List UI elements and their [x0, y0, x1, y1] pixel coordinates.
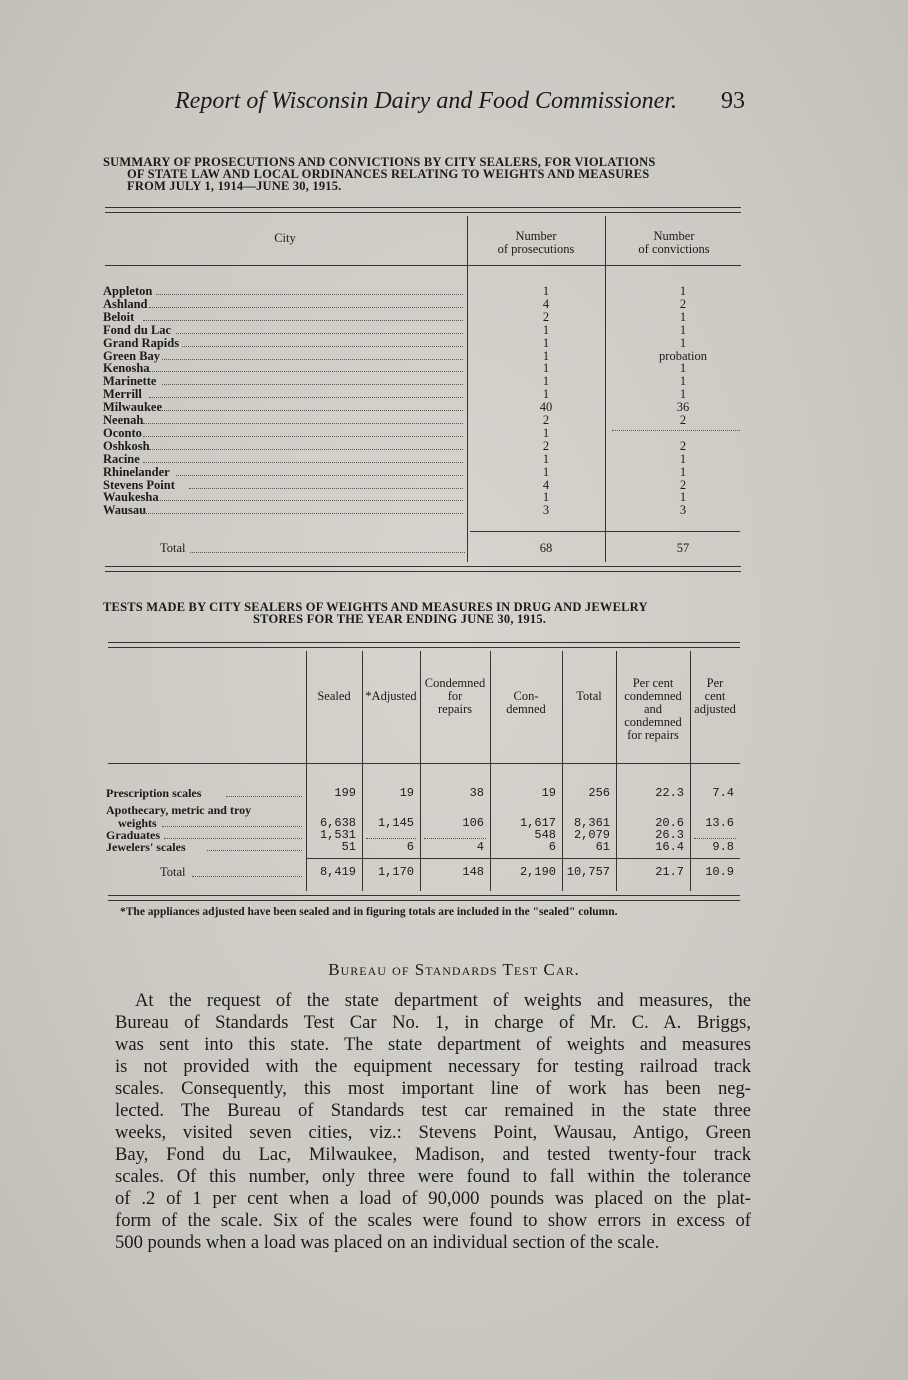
leader-dots	[164, 838, 302, 839]
convictions-count: probation	[659, 348, 707, 363]
section-paragraph	[115, 990, 751, 1254]
paragraph-line: scales. Of this number, only three were found to fall within the tolerance	[115, 1166, 751, 1187]
column-header	[306, 690, 362, 703]
leader-dots	[226, 796, 302, 797]
leader-dots	[143, 462, 463, 463]
city-name: Milwaukee	[103, 400, 163, 415]
cell-value: 19	[399, 786, 414, 800]
cell-value: 6	[406, 840, 414, 854]
leader-dots	[366, 838, 416, 839]
header-text: Condemned	[424, 676, 486, 690]
header-title: Report of Wisconsin Dairy and Food Commissioner.	[175, 88, 677, 114]
city-name: Green Bay	[103, 348, 161, 363]
leader-dots	[176, 333, 463, 334]
leader-dots	[162, 384, 463, 385]
city-name: Merrill	[103, 387, 142, 402]
total-rule	[306, 858, 740, 859]
table1-title-line: OF STATE LAW AND LOCAL ORDINANCES RELATING TO WEIGHTS AND MEASURES	[127, 167, 650, 181]
header-text: Per cent	[632, 676, 674, 690]
cell-value: 6,638	[319, 816, 356, 830]
table-rule	[108, 900, 740, 901]
leader-dots	[156, 500, 463, 501]
table1-title	[103, 156, 743, 192]
header-text: *Adjusted	[365, 689, 417, 703]
total-label: Total	[160, 541, 186, 555]
paragraph-line: form of the scale. Six of the scales were found to show errors in excess of	[115, 1210, 751, 1231]
cell-value: 51	[341, 840, 356, 854]
header-text: for	[447, 689, 463, 703]
city-name: Marinette	[103, 374, 157, 389]
column-divider	[362, 651, 363, 891]
convictions-count: 1	[679, 284, 687, 298]
convictions-count: 1	[679, 464, 687, 479]
cell-value: 548	[534, 828, 556, 842]
leader-dots	[143, 436, 463, 437]
paragraph-line: is not provided with the equipment necessary for testing railroad track	[115, 1056, 751, 1077]
convictions-count: 1	[679, 322, 687, 337]
prosecutions-count: 1	[542, 335, 550, 350]
paragraph-line: Bay, Fond du Lac, Milwaukee, Madison, and tested twenty-four track	[115, 1144, 751, 1165]
table-rule	[105, 566, 741, 567]
leader-dots	[694, 838, 736, 839]
leader-dots	[192, 876, 302, 877]
convictions-count: 1	[679, 451, 687, 466]
table1-title-line: FROM JULY 1, 1914—JUNE 30, 1915.	[127, 179, 342, 193]
paragraph-line: Bureau of Standards Test Car No. 1, in charge of Mr. C. A. Briggs,	[115, 1012, 751, 1033]
cell-value: 26.3	[655, 828, 684, 842]
table2-footnote: *The appliances adjusted have been sealed and in figuring totals are included in the "sealed" column.	[120, 906, 618, 918]
column-header	[690, 677, 740, 716]
cell-value: 19	[541, 786, 556, 800]
city-name: Ashland	[103, 296, 148, 311]
table2-title	[103, 601, 743, 625]
section-title: Bureau of Standards Test Car.	[328, 960, 580, 979]
prosecutions-count: 2	[542, 413, 550, 427]
row-label: Graduates	[106, 828, 160, 842]
cell-value: 38	[469, 786, 484, 800]
prosecutions-count: 1	[542, 451, 550, 466]
prosecutions-count: 40	[539, 400, 553, 415]
cell-value: 2,079	[573, 828, 610, 842]
leader-dots	[143, 423, 463, 424]
leader-dots	[162, 826, 302, 827]
header-text: condemned	[624, 715, 682, 729]
column-divider	[306, 651, 307, 891]
header-city: City	[274, 231, 296, 245]
header-text: and	[643, 702, 663, 716]
column-divider	[467, 216, 468, 562]
column-divider	[490, 651, 491, 891]
convictions-count: 1	[679, 335, 687, 350]
total-convictions: 57	[676, 541, 690, 555]
city-name: Waukesha	[103, 490, 159, 505]
leader-dots	[143, 320, 463, 321]
header-prosecutions	[470, 230, 602, 256]
cell-value: 199	[334, 786, 356, 800]
header-text: demned	[506, 702, 546, 716]
prosecutions-count: 3	[542, 503, 550, 518]
paragraph-line: scales. Consequently, this most important line of work has been neg-	[115, 1078, 751, 1099]
cell-value: 4	[476, 840, 484, 854]
column-header	[362, 690, 420, 703]
header-text: cent	[704, 689, 726, 703]
total-prosecutions: 68	[539, 541, 553, 555]
convictions-count: 1	[679, 309, 687, 324]
column-divider	[605, 216, 606, 562]
city-name: Neenah	[103, 413, 144, 427]
column-header	[562, 690, 616, 703]
prosecutions-count: 1	[542, 361, 550, 376]
prosecutions-count: 4	[542, 477, 550, 492]
cell-value: 256	[588, 786, 610, 800]
paragraph-line: of .2 of 1 per cent when a load of 90,000 pounds was placed on the plat-	[115, 1188, 751, 1209]
paragraph-line: At the request of the state department of weights and measures, the	[135, 990, 751, 1011]
header-text: Sealed	[317, 689, 351, 703]
column-divider	[562, 651, 563, 891]
header-text: repairs	[437, 702, 472, 716]
table-rule	[108, 647, 740, 648]
cell-value: 22.3	[655, 786, 684, 800]
table-rule	[105, 212, 741, 213]
cell-value: 6	[548, 840, 556, 854]
column-header	[420, 677, 490, 716]
total-label: Total	[160, 865, 186, 879]
header-text: Number	[515, 229, 557, 243]
city-name: Oshkosh	[103, 438, 150, 453]
cell-value: 1,531	[319, 828, 356, 842]
prosecutions-count: 1	[542, 374, 550, 389]
total-value: 8,419	[319, 865, 356, 879]
total-value: 10,757	[566, 865, 610, 879]
convictions-count: 3	[679, 503, 687, 518]
leader-dots	[189, 488, 463, 489]
table-rule	[108, 895, 740, 896]
prosecutions-count: 1	[542, 387, 550, 402]
total-value: 10.9	[705, 865, 734, 879]
total-value: 21.7	[655, 865, 684, 879]
convictions-count: 1	[679, 490, 687, 505]
header-text: Con-	[513, 689, 539, 703]
cell-value: 1,617	[519, 816, 556, 830]
leader-dots	[176, 475, 463, 476]
row-label: Prescription scales	[106, 786, 202, 800]
header-text: condemned	[624, 689, 682, 703]
cell-value: 1,145	[377, 816, 414, 830]
prosecutions-count: 1	[542, 348, 550, 363]
city-name: Oconto	[103, 425, 142, 440]
column-header	[616, 677, 690, 742]
convictions-count: 2	[679, 477, 687, 492]
total-value: 2,190	[519, 865, 556, 879]
cell-value: 8,361	[573, 816, 610, 830]
leader-dots	[612, 430, 740, 431]
header-text: of convictions	[638, 242, 710, 256]
paragraph-line: was sent into this state. The state department of weights and measures	[115, 1034, 751, 1055]
total-value: 148	[462, 865, 484, 879]
row-label: Apothecary, metric and troy	[106, 803, 252, 817]
table2-title-line: STORES FOR THE YEAR ENDING JUNE 30, 1915.	[253, 612, 547, 626]
convictions-count: 36	[676, 400, 690, 415]
paragraph-line: lected. The Bureau of Standards test car remained in the state three	[115, 1100, 751, 1121]
city-name: Fond du Lac	[103, 322, 172, 337]
convictions-count: 1	[679, 374, 687, 389]
table1-title-line: SUMMARY OF PROSECUTIONS AND CONVICTIONS BY CITY SEALERS, FOR VIOLATIONS	[103, 155, 656, 169]
prosecutions-count: 4	[542, 296, 550, 311]
header-text: for repairs	[627, 728, 679, 742]
city-name: Rhinelander	[103, 464, 170, 479]
prosecutions-count: 1	[542, 490, 550, 505]
total-value: 1,170	[377, 865, 414, 879]
header-rule	[105, 265, 741, 266]
leader-dots	[162, 359, 463, 360]
convictions-count: 2	[679, 413, 687, 427]
table-rule	[105, 571, 741, 572]
page-number: 93	[721, 88, 745, 114]
header-text: adjusted	[694, 702, 736, 716]
city-name: Stevens Point	[103, 477, 175, 492]
paragraph-line: weeks, visited seven cities, viz.: Stevens Point, Wausau, Antigo, Green	[115, 1122, 751, 1143]
total-rule	[470, 531, 740, 532]
convictions-count: 1	[679, 387, 687, 402]
paragraph-line: 500 pounds when a load was placed on an individual section of the scale.	[115, 1232, 660, 1253]
running-header	[175, 88, 745, 115]
row-label: weights	[118, 816, 157, 830]
header-text: Per	[706, 676, 724, 690]
prosecutions-count: 2	[542, 309, 550, 324]
table-rule	[108, 642, 740, 643]
header-convictions	[608, 230, 740, 256]
city-name: Appleton	[103, 284, 153, 298]
prosecutions-count: 2	[542, 438, 550, 453]
convictions-count: 2	[679, 296, 687, 311]
leader-dots	[149, 397, 463, 398]
cell-value: 7.4	[712, 786, 734, 800]
header-rule	[108, 763, 740, 764]
city-name: Wausau	[103, 503, 147, 518]
table2-title-line: TESTS MADE BY CITY SEALERS OF WEIGHTS AND MEASURES IN DRUG AND JEWELRY	[103, 600, 648, 614]
leader-dots	[424, 838, 486, 839]
table-rule	[105, 207, 741, 208]
leader-dots	[143, 513, 463, 514]
prosecutions-count: 1	[542, 322, 550, 337]
prosecutions-count: 1	[542, 464, 550, 479]
leader-dots	[149, 371, 463, 372]
leader-dots	[162, 410, 463, 411]
leader-dots	[156, 294, 463, 295]
city-name: Grand Rapids	[103, 335, 180, 350]
convictions-count: 2	[679, 438, 687, 453]
row-label: Jewelers' scales	[106, 840, 186, 854]
city-name: Beloit	[103, 309, 135, 324]
header-text: Total	[576, 689, 602, 703]
leader-dots	[207, 850, 302, 851]
leader-dots	[149, 449, 463, 450]
prosecutions-count: 1	[542, 284, 550, 298]
cell-value: 13.6	[705, 816, 734, 830]
header-text: of prosecutions	[497, 242, 575, 256]
cell-value: 16.4	[655, 840, 684, 854]
header-text: Number	[653, 229, 695, 243]
leader-dots	[182, 346, 463, 347]
cell-value: 9.8	[712, 840, 734, 854]
leader-dots	[149, 307, 463, 308]
cell-value: 61	[595, 840, 610, 854]
cell-value: 106	[462, 816, 484, 830]
leader-dots	[190, 552, 465, 553]
city-name: Racine	[103, 451, 140, 466]
city-name: Kenosha	[103, 361, 150, 376]
column-header	[490, 690, 562, 716]
cell-value: 20.6	[655, 816, 684, 830]
convictions-count: 1	[679, 361, 687, 376]
prosecutions-count: 1	[542, 425, 550, 440]
